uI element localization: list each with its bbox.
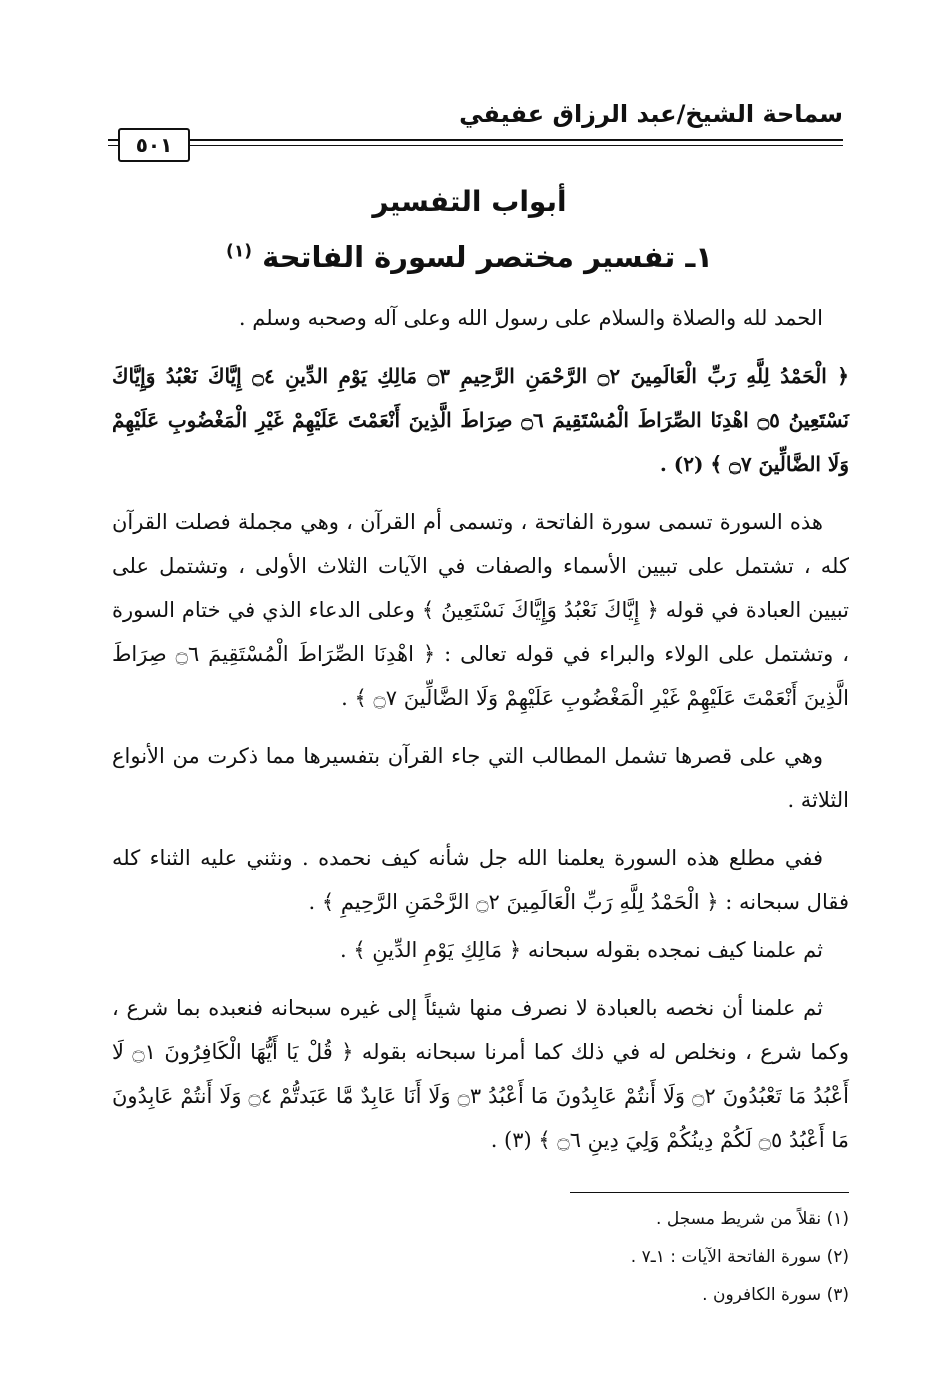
paragraph-surah-description: هذه السورة تسمى سورة الفاتحة ، وتسمى أم القرآن ، وهي مجملة فصلت القرآن كله ، تشتمل على تبيين الأسماء والصفات في الآيات الثلاث الأولى ، وتشتمل على تبيين العبادة في قوله ﴿ إِيَّاكَ نَعْبُدُ وَإِيَّاكَ نَسْتَعِينُ ﴾ وعلى الدعاء الذي في ختام السورة ، وتشتمل على الولاء والبراء في قوله تعالى : ﴿ اهْدِنَا الصِّرَاطَ الْمُسْتَقِيمَ ۝٦ صِرَاطَ الَّذِينَ أَنْعَمْتَ عَلَيْهِمْ غَيْرِ الْمَغْضُوبِ عَلَيْهِمْ وَلَا الضَّالِّينَ ۝٧ ﴾ . (112, 510, 849, 710)
paragraph-three-types: وهي على قصرها تشمل المطالب التي جاء القرآن بتفسيرها مما ذكرت من الأنواع الثلاثة . (112, 744, 849, 812)
paragraph-opening: الحمد لله والصلاة والسلام على رسول الله وعلى آله وصحبه وسلم . (238, 306, 823, 330)
header-rule (108, 139, 843, 149)
footnote-2: (٢) سورة الفاتحة الآيات : ١ـ٧ . (630, 1247, 849, 1267)
paragraph-glorify: ثم علمنا كيف نمجده بقوله سبحانه ﴿ مَالِكِ يَوْمِ الدِّينِ ﴾ . (339, 938, 823, 962)
footnote-3: (٣) سورة الكافرون . (702, 1285, 849, 1305)
paragraph-fatiha-verses: ﴿ الْحَمْدُ لِلَّهِ رَبِّ الْعَالَمِينَ ۝٢ الرَّحْمَنِ الرَّحِيمِ ۝٣ مَالِكِ يَوْمِ الدِّينِ ۝٤ إِيَّاكَ نَعْبُدُ وَإِيَّاكَ نَسْتَعِينُ ۝٥ اهْدِنَا الصِّرَاطَ الْمُسْتَقِيمَ ۝٦ صِرَاطَ الَّذِينَ أَنْعَمْتَ عَلَيْهِمْ غَيْرِ الْمَغْضُوبِ عَلَيْهِمْ وَلَا الضَّالِّينَ ۝٧ ﴾ (٢) . (112, 364, 850, 476)
section-title: أبواب التفسير (372, 185, 567, 218)
chapter-title-text: ١ـ تفسير مختصر لسورة الفاتحة (262, 240, 713, 274)
body-text (112, 296, 849, 1176)
chapter-title (0, 240, 939, 274)
page-number: ٥٠١ (118, 128, 190, 162)
chapter-footnote-ref: (١) (226, 241, 252, 262)
header-rule-line-top (108, 139, 843, 141)
header-rule-line-bottom (108, 145, 843, 146)
running-header-title: سماحة الشيخ/عبد الرزاق عفيفي (459, 100, 843, 128)
paragraph-praise: ففي مطلع هذه السورة يعلمنا الله جل شأنه كيف نحمده . ونثني عليه الثناء كله فقال سبحانه : ﴿ الْحَمْدُ لِلَّهِ رَبِّ الْعَالَمِينَ ۝٢ الرَّحْمَنِ الرَّحِيمِ ﴾ . (112, 846, 849, 914)
paragraph-worship: ثم علمنا أن نخصه بالعبادة لا نصرف منها شيئاً إلى غيره سبحانه فنعبده بما شرع ، وكما شرع ، ونخلص له في ذلك كما أمرنا سبحانه بقوله ﴿ قُلْ يَا أَيُّهَا الْكَافِرُونَ ۝١ لَا أَعْبُدُ مَا تَعْبُدُونَ ۝٢ وَلَا أَنتُمْ عَابِدُونَ مَا أَعْبُدُ ۝٣ وَلَا أَنَا عَابِدٌ مَّا عَبَدتُّمْ ۝٤ وَلَا أَنتُمْ عَابِدُونَ مَا أَعْبُدُ ۝٥ لَكُمْ دِينُكُمْ وَلِيَ دِينِ ۝٦ ﴾ (٣) . (112, 996, 850, 1152)
footnotes (400, 1200, 849, 1314)
footnote-separator (570, 1192, 849, 1193)
footnote-1: (١) نقلاً من شريط مسجل . (656, 1209, 849, 1229)
